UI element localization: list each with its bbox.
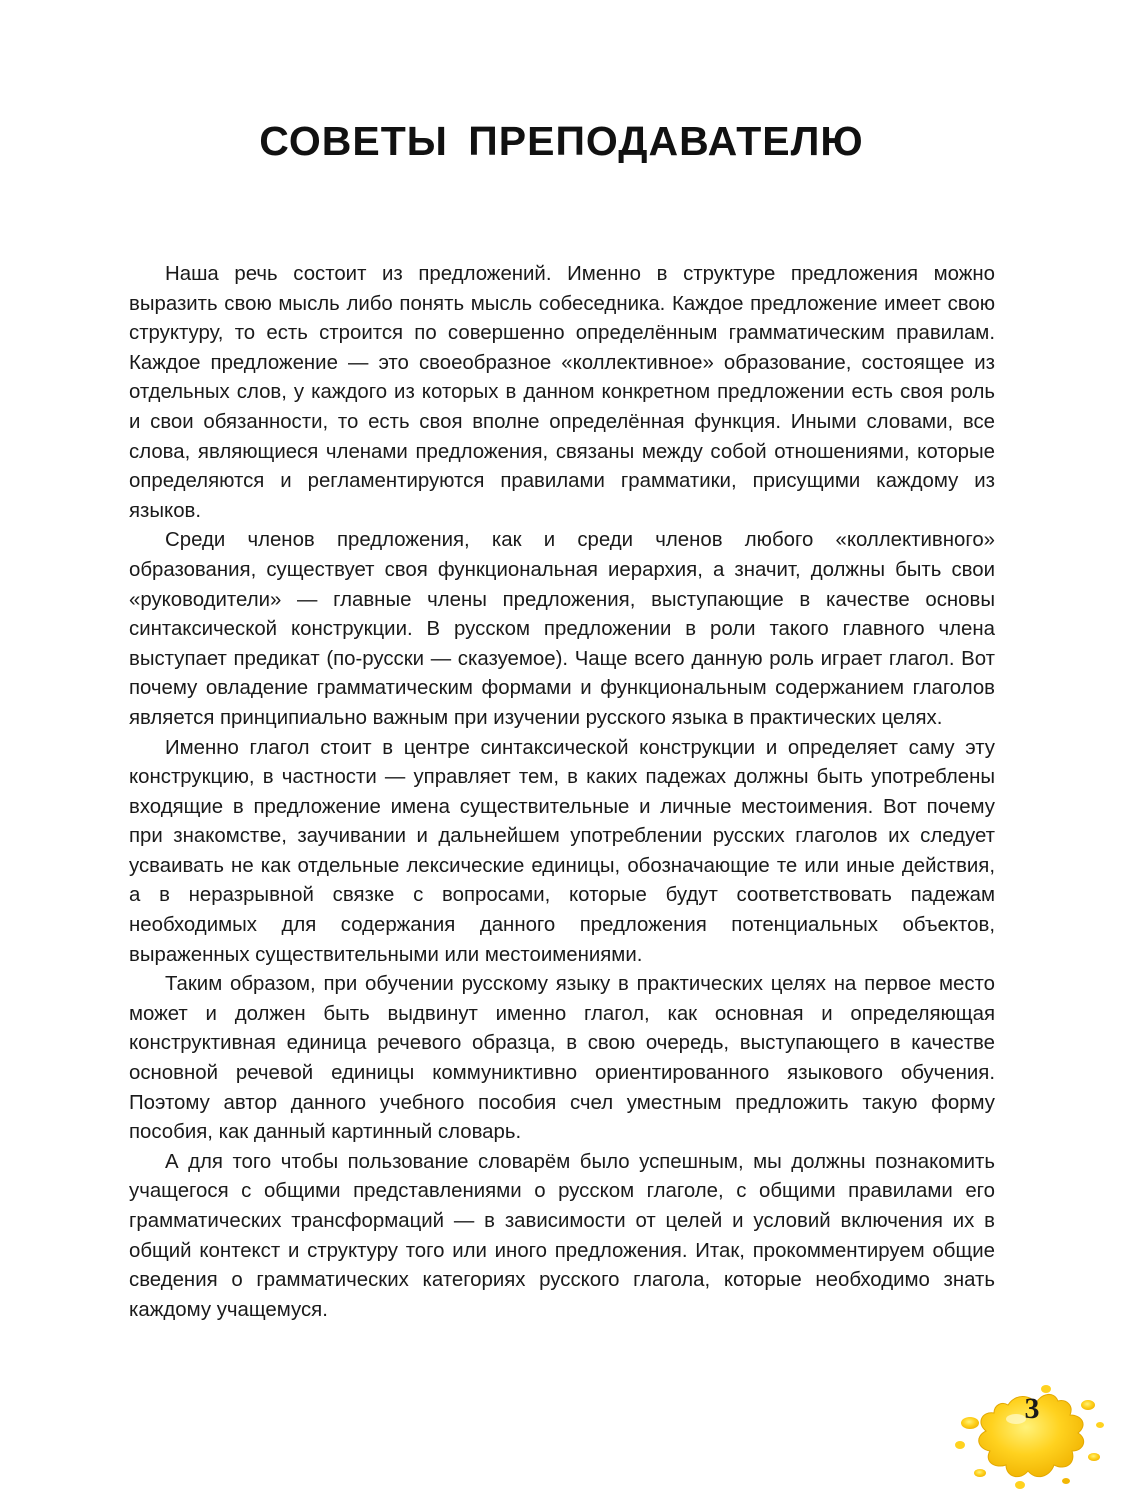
paragraph-3: Именно глагол стоит в центре синтаксической конструкции и определяет саму эту конструкцию, в частности — управляет тем, в каких падежах должны быть употреблены входящие в предложение имена существительные и личные местоимения. Вот почему при знакомстве, заучивании и дальнейшем употреблении русских глаголов их следует усваивать не как отдельные лексические единицы, обозначающие те или иные действия, а в неразрывной связке с вопросами, которые будут соответствовать падежам необходимых для содержания данного предложения потенциальных объектов, выраженных существительными или местоимениями.: [129, 736, 995, 966]
paragraph-4: Таким образом, при обучении русскому языку в практических целях на первое место может и должен быть выдвинут именно глагол, как основная и определяющая конструктивная единица речевого образца, в свою очередь, выступающего в качестве основной речевой единицы коммуниктивно ориентированного языкового обучения. Поэтому автор данного учебного пособия счел уместным предложить такую форму пособия, как данный картинный словарь.: [129, 973, 995, 1144]
page-number: 3: [1024, 1392, 1040, 1425]
body-text: [129, 260, 995, 1325]
page-number-badge: [950, 1385, 1110, 1495]
paragraph-5: А для того чтобы пользование словарём было успешным, мы должны познакомить учащегося с общими представлениями о русском глаголе, с общими правилами его грамматических трансформаций — в зависимости от целей и условий включения их в общий контекст и структуру того или иного предложения. Итак, прокомментируем общие сведения о грамматических категориях русского глагола, которые необходимо знать каждому учащемуся.: [129, 1150, 995, 1321]
page-title: СОВЕТЫ ПРЕПОДАВАТЕЛЮ: [259, 118, 864, 164]
paragraph-2: Среди членов предложения, как и среди членов любого «коллективного» образования, существует своя функциональная иерархия, а значит, должны быть свои «руководители» — главные члены предложения, выступающие в качестве основы синтаксической конструкции. В русском предложении в роли такого главного члена выступает предикат (по-русски — сказуемое). Чаще всего данную роль играет глагол. Вот почему овладение грамматическим формами и функциональным содержанием глаголов является принципиально важным при изучении русского языка в практических целях.: [129, 529, 995, 729]
paragraph-1: Наша речь состоит из предложений. Именно в структуре предложения можно выразить свою мысль либо понять мысль собеседника. Каждое предложение имеет свою структуру, то есть строится по совершенно определённым грамматическим правилам. Каждое предложение — это своеобразное «коллективное» образование, состоящее из отдельных слов, у каждого из которых в данном конкретном предложении есть своя роль и свои обязанности, то есть своя вполне определённая функция. Иными словами, все слова, являющиеся членами предложения, связаны между собой отношениями, которые определяются и регламентируются правилами грамматики, присущими каждому из языков.: [129, 263, 995, 522]
